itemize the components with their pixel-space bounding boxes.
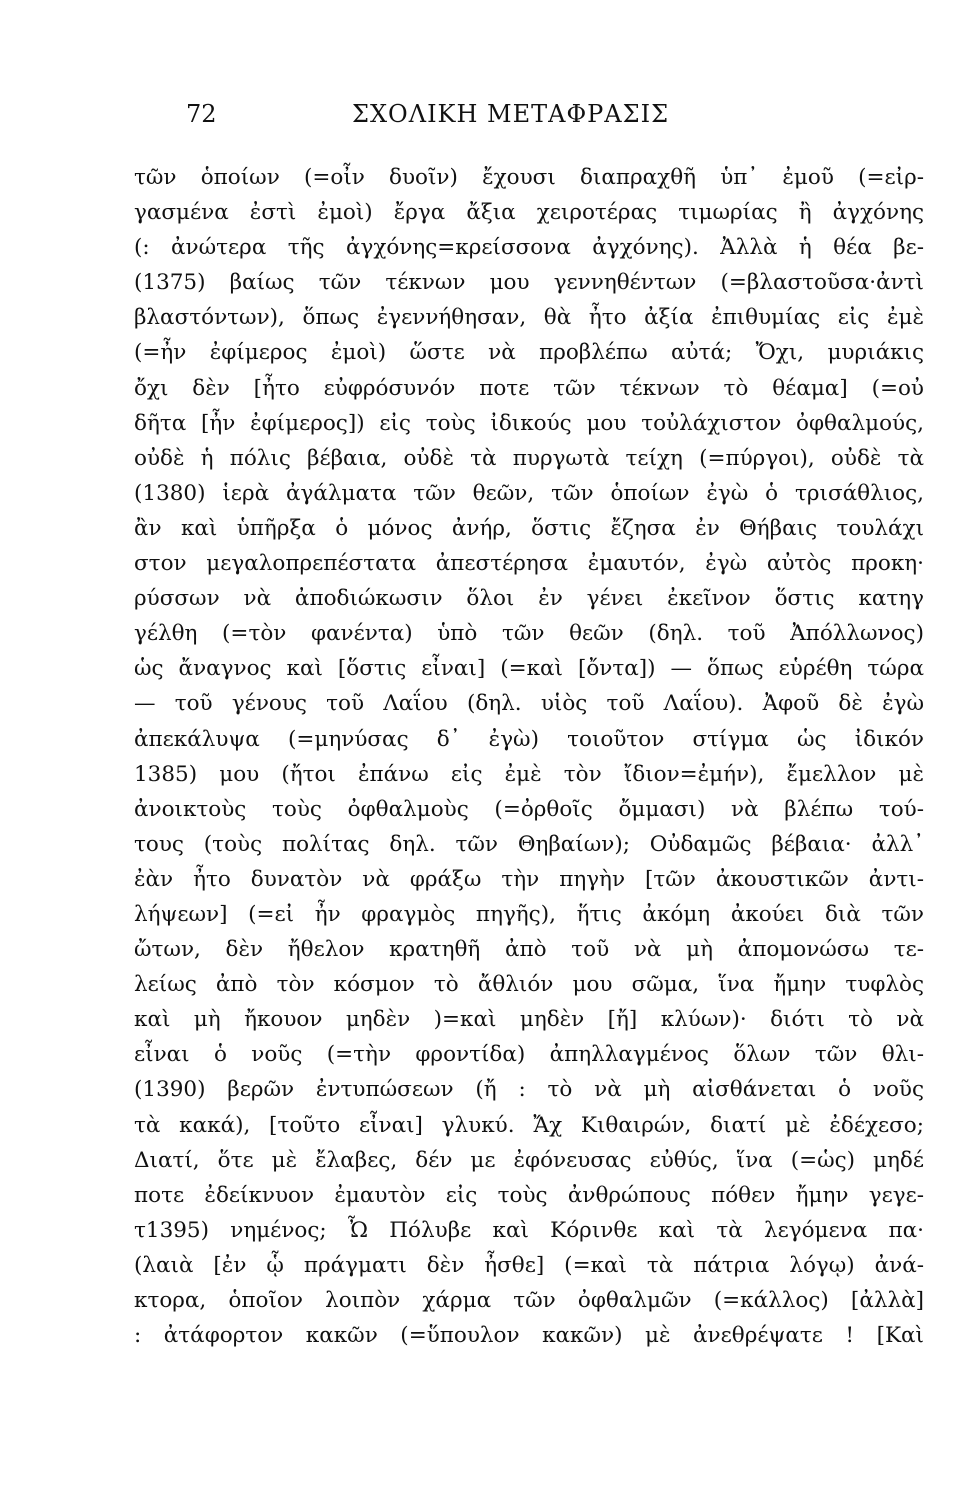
text-line: ἀπεκάλυψα (=μηνύσας δ᾽ ἐγὼ) τοιοῦτον στίγμα ὡς ἰδικόν [134,726,924,752]
text-line: ὤτων, δὲν ἤθελον κρατηθῆ ἀπὸ τοῦ νὰ μὴ ἀπομονώσω τε- [134,937,924,963]
text-line: ἐὰν ἦτο δυνατὸν νὰ φράξω τὴν πηγὴν [τῶν ἀκουστικῶν ἀντι- [134,866,924,892]
text-line: 1385) μου (ἤτοι ἐπάνω εἰς ἐμὲ τὸν ἴδιον=ἐμήν), ἔμελλον μὲ [134,761,924,787]
text-line: ρύσσων νὰ ἀποδιώκωσιν ὅλοι ἐν γένει ἐκεῖνον ὅστις κατηγ [134,586,924,612]
text-line: (λαιὰ [ἐν ᾧ πράγματι δὲν ἦσθε] (=καὶ τὰ πάτρια λόγῳ) ἀνά- [134,1252,924,1278]
text-line: — τοῦ γένους τοῦ Λαΐου (δηλ. υἱὸς τοῦ Λαΐου). Ἀφοῦ δὲ ἐγὼ [134,691,924,717]
text-line: Διατί, ὅτε μὲ ἔλαβες, δέν με ἐφόνευσας εὐθύς, ἵνα (=ὡς) μηδέ [134,1147,924,1173]
text-line: ἀνοικτοὺς τοὺς ὀφθαλμοὺς (=ὀρθοῖς ὄμμασι) νὰ βλέπω τού- [134,796,924,822]
text-line: δῆτα [ἦν ἐφίμερος]) εἰς τοὺς ἰδικούς μου τοὐλάχιστον ὀφθαλμούς, [134,410,924,436]
text-line: τ1395) νημένος; Ὦ Πόλυβε καὶ Κόρινθε καὶ τὰ λεγόμενα πα· [134,1217,924,1243]
text-line: (1380) ἱερὰ ἀγάλματα τῶν θεῶν, τῶν ὁποίων ἐγὼ ὁ τρισάθλιος, [134,480,924,506]
body-text [134,160,924,1353]
text-line: στον μεγαλοπρεπέστατα ἀπεστέρησα ἐμαυτόν, ἐγὼ αὐτὸς προκη· [134,551,924,577]
text-line: (1375) βαίως τῶν τέκνων μου γεννηθέντων (=βλαστοῦσα·ἀντὶ [134,270,924,296]
text-line: λείως ἀπὸ τὸν κόσμον τὸ ἄθλιόν μου σῶμα, ἵνα ἤμην τυφλὸς [134,972,924,998]
text-line: τῶν ὁποίων (=οἶν δυοῖν) ἔχουσι διαπραχθῆ ὑπ᾽ ἐμοῦ (=εἰρ- [134,165,924,190]
text-line: τους (τοὺς πολίτας δηλ. τῶν Θηβαίων); Οὐδαμῶς βέβαια· ἀλλ᾽ [134,831,924,857]
text-line: τὰ κακά), [τοῦτο εἶναι] γλυκύ. Ἄχ Κιθαιρών, διατί μὲ ἐδέχεσο; [134,1112,924,1138]
page-header [0,100,954,136]
text-line: λήψεων] (=εἰ ἦν φραγμὸς πηγῆς), ἥτις ἀκόμη ἀκούει διὰ τῶν [134,901,924,927]
text-line: γέλθη (=τὸν φανέντα) ὑπὸ τῶν θεῶν (δηλ. τοῦ Ἀπόλλωνος) [134,621,924,647]
text-line: εἶναι ὁ νοῦς (=τὴν φροντίδα) ἀπηλλαγμένος ὅλων τῶν θλι- [134,1042,924,1068]
text-line: (: ἀνώτερα τῆς ἀγχόνης=κρείσσονα ἀγχόνης). Ἀλλὰ ἡ θέα βε- [134,235,924,261]
running-head: ΣΧΟΛΙΚΗ ΜΕΤΑΦΡΑΣΙΣ [352,100,670,128]
page-number: 72 [186,100,217,128]
text-line: (1390) βερῶν ἐντυπώσεων (ἤ : τὸ νὰ μὴ αἰσθάνεται ὁ νοῦς [134,1077,924,1103]
text-line: ὄχι δὲν [ἦτο εὐφρόσυνόν ποτε τῶν τέκνων τὸ θέαμα] (=οὐ [134,375,924,401]
text-line: ποτε ἐδείκνυον ἐμαυτὸν εἰς τοὺς ἀνθρώπους πόθεν ἤμην γεγε- [134,1182,924,1208]
text-line: καὶ μὴ ἤκουον μηδὲν )=καὶ μηδὲν [ἤ] κλύων)· διότι τὸ νὰ [134,1007,924,1033]
text-line: κτορα, ὁποῖον λοιπὸν χάρμα τῶν ὀφθαλμῶν (=κάλλος) [ἀλλὰ] [134,1288,924,1313]
text-line: γασμένα ἐστὶ ἐμοὶ) ἔργα ἄξια χειροτέρας τιμωρίας ἢ ἀγχόνης [134,200,924,226]
text-line: : ἀτάφορτον κακῶν (=ὕπουλον κακῶν) μὲ ἀνεθρέψατε ! [Καὶ [134,1323,924,1349]
text-line: ὡς ἄναγνος καὶ [ὅστις εἶναι] (=καὶ [ὄντα]) — ὅπως εὑρέθη τώρα [134,656,924,682]
text-line: βλαστόντων), ὅπως ἐγεννήθησαν, θὰ ἦτο ἀξία ἐπιθυμίας εἰς ἐμὲ [134,305,924,331]
text-line: οὐδὲ ἡ πόλις βέβαια, οὐδὲ τὰ πυργωτὰ τείχη (=πύργοι), οὐδὲ τὰ [134,445,924,471]
text-line: (=ἦν ἐφίμερος ἐμοὶ) ὥστε νὰ προβλέπω αὐτά; Ὄχι, μυριάκις [134,340,924,366]
text-line: ἂν καὶ ὑπῆρξα ὁ μόνος ἀνήρ, ὅστις ἔζησα ἐν Θήβαις τουλάχι [134,515,924,541]
